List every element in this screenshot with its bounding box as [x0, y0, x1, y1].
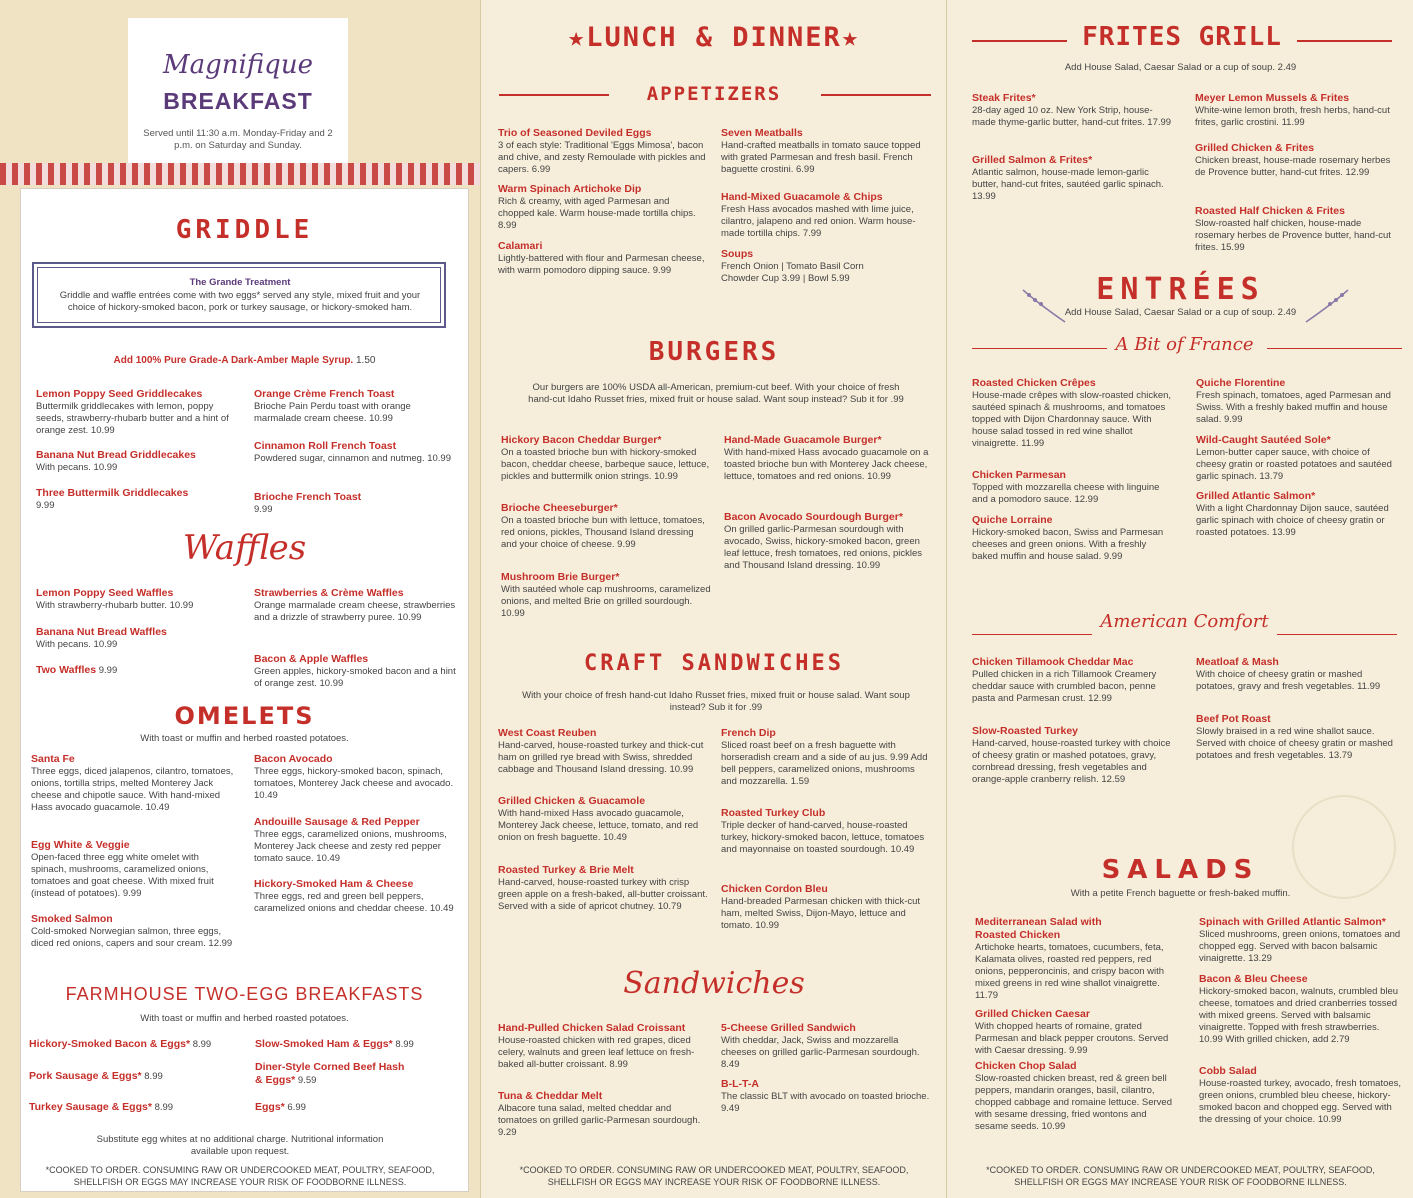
menu-item: Two Waffles 9.99 [36, 664, 118, 676]
menu-item: Grilled Salmon & Frites* Atlantic salmon, house-made lemon-garlic butter, hand-cut frites, sautéed garlic spinach. 13.99 [972, 154, 1164, 202]
divider [499, 94, 609, 96]
menu-item: Chicken Tillamook Cheddar Mac Pulled chicken in a rich Tillamook Creamery cheddar sauce with crumbled bacon, penne pasta and Parmesan crust. 12.99 [972, 656, 1157, 704]
menu-item: Spinach with Grilled Atlantic Salmon* Sliced mushrooms, green onions, tomatoes and chopped egg. Served with bacon balsamic vinaigrette. 13.29 [1199, 916, 1401, 964]
menu-item: Chicken Chop Salad Slow-roasted chicken breast, red & green bell peppers, mandarin oranges, basil, cilantro, chopped cabbage and romaine lettuce. Served with sesame dressing, fried wontons and sesame seeds. 10.99 [975, 1060, 1172, 1132]
menu-item: Orange Crème French Toast Brioche Pain Perdu toast with orange marmalade cream cheese. 10.99 [254, 388, 411, 424]
menu-item: Seven Meatballs Hand-crafted meatballs in tomato sauce topped with grated Parmesan and fresh basil. French baguette crostini. 6.99 [721, 127, 921, 175]
menu-item: Mushroom Brie Burger* With sautéed whole cap mushrooms, caramelized onions, and melted Brie on grilled sourdough. 10.99 [501, 571, 711, 619]
menu-item: Calamari Lightly-battered with flour and Parmesan cheese, with warm pomodoro dipping sauce. 9.99 [498, 240, 705, 276]
divider [1267, 348, 1402, 349]
menu-item: Grilled Chicken Caesar With chopped hearts of romaine, grated Parmesan and black pepper croutons. Served with Caesar dressing. 9.99 [975, 1008, 1169, 1056]
menu-item: Grilled Atlantic Salmon* With a light Chardonnay Dijon sauce, sautéed garlic spinach with choice of cheesy gratin or roasted potatoes. 13.99 [1196, 490, 1389, 538]
menu-item: West Coast Reuben Hand-carved, house-roasted turkey and thick-cut ham on grilled rye bread with Swiss, shredded cabbage and Thousand Island dressing. 10.99 [498, 727, 704, 775]
entrees-title: ENTRÉES [1096, 272, 1265, 307]
menu-item: 5-Cheese Grilled Sandwich With cheddar, Jack, Swiss and mozzarella cheeses on grilled garlic-Parmesan sourdough. 8.49 [721, 1022, 920, 1070]
breakfast-served-hours: Served until 11:30 a.m. Monday-Friday and 2 p.m. on Saturday and Sunday. [143, 128, 333, 151]
burgers-note: Our burgers are 100% USDA all-American, premium-cut beef. With your choice of fresh hand-cut Idaho Russet fries, mixed fruit or house salad. Want soup instead? Sub it for .99 [528, 382, 904, 405]
maple-syrup-price: 1.50 [356, 355, 376, 366]
menu-item: Hickory-Smoked Bacon & Eggs* 8.99 [29, 1038, 212, 1050]
menu-item: Eggs* 6.99 [255, 1101, 306, 1113]
appetizers-title: APPETIZERS [646, 83, 782, 105]
menu-item: Cobb Salad House-roasted turkey, avocado, fresh tomatoes, green onions, crumbled bleu cheese, hickory-smoked bacon and chopped egg. Served with the dressing of your choice. 10.99 [1199, 1065, 1402, 1125]
a-bit-of-france-title: A Bit of France [1115, 334, 1254, 355]
frites-grill-title: FRITES GRILL [1082, 22, 1282, 52]
salads-title: SALADS [1101, 855, 1260, 885]
menu-item: Grilled Chicken & Guacamole With hand-mixed Hass avocado guacamole, Monterey Jack cheese, lettuce, tomato, and red onion on fresh baguette. 10.49 [498, 795, 699, 843]
frites-note: Add House Salad, Caesar Salad or a cup of soup. 2.49 [1064, 62, 1297, 73]
grande-treatment-title: The Grande Treatment [189, 277, 291, 288]
salads-note: With a petite French baguette or fresh-baked muffin. [1070, 888, 1291, 899]
menu-item: Meatloaf & Mash With choice of cheesy gratin or mashed potatoes, gravy and fresh vegetables. 11.99 [1196, 656, 1381, 692]
breakfast-script-title: Magnifique [163, 50, 313, 80]
menu-item: Soups French Onion | Tomato Basil Corn Chowder Cup 3.99 | Bowl 5.99 [721, 248, 864, 284]
menu-item: Slow-Roasted Turkey Hand-carved, house-roasted turkey with choice of cheesy gratin or mashed potatoes, gravy, cornbread dressing, fresh vegetables and orange-apple cranberry relish. 12.59 [972, 725, 1171, 785]
menu-item: Roasted Turkey Club Triple decker of hand-carved, house-roasted turkey, hickory-smoked bacon, lettuce, tomatoes and mayonnaise on toasted sourdough. 10.49 [721, 807, 925, 855]
american-comfort-title: American Comfort [1100, 611, 1269, 632]
menu-item: Tuna & Cheddar Melt Albacore tuna salad, melted cheddar and tomatoes on grilled garlic-Parmesan sourdough. 9.29 [498, 1090, 701, 1138]
divider [1297, 40, 1392, 42]
divider [972, 348, 1107, 349]
menu-item: Bacon & Bleu Cheese Hickory-smoked bacon, walnuts, crumbled bleu cheese, tomatoes and dried cranberries tossed with mixed greens. Served with balsamic vinaigrette. Topped with fresh strawberries. 10.99 With grilled chicken, add 2.79 [1199, 973, 1399, 1045]
menu-item: Pork Sausage & Eggs* 8.99 [29, 1070, 163, 1082]
menu-item: Chicken Cordon Bleu Hand-breaded Parmesan chicken with thick-cut ham, melted Swiss, Dijon-Mayo, lettuce and tomato. 10.99 [721, 883, 921, 931]
menu-item: B-L-T-A The classic BLT with avocado on toasted brioche. 9.49 [721, 1078, 930, 1114]
craft-sandwiches-title: CRAFT SANDWICHES [584, 651, 844, 676]
menu-item: Mediterranean Salad with Roasted Chicken Artichoke hearts, tomatoes, cucumbers, feta, Kalamata olives, roasted red peppers, red onions, pepperoncinis, and crispy bacon with mixed greens in red wine shallot vinaigrette. 11.79 [975, 916, 1165, 1001]
frites-entrees-panel [946, 0, 1413, 1198]
menu-item: Hickory Bacon Cheddar Burger* On a toasted brioche bun with hickory-smoked bacon, cheddar cheese, barbeque sauce, lettuce, pickles and buttermilk onion strings. 10.99 [501, 434, 710, 482]
lunch-dinner-title: ★LUNCH & DINNER★ [567, 22, 861, 53]
menu-item: Beef Pot Roast Slowly braised in a red wine shallot sauce. Served with choice of cheesy gratin or mashed potatoes and fresh vegetables. 13.79 [1196, 713, 1393, 761]
menu-item: Grilled Chicken & Frites Chicken breast, house-made rosemary herbes de Provence butter, hand-cut frites. 12.99 [1195, 142, 1391, 178]
menu-item: Egg White & Veggie Open-faced three egg white omelet with spinach, mushrooms, caramelized onions, tomatoes and goat cheese. With mixed fruit (instead of potatoes). 9.99 [31, 839, 214, 899]
sandwiches-title: Sandwiches [623, 966, 805, 1001]
menu-item: Three Buttermilk Griddlecakes 9.99 [36, 487, 189, 511]
griddle-title: GRIDDLE [175, 215, 314, 245]
entrees-note: Add House Salad, Caesar Salad or a cup of soup. 2.49 [1064, 307, 1297, 318]
menu-item: Slow-Smoked Ham & Eggs* 8.99 [255, 1038, 414, 1050]
menu-item: Diner-Style Corned Beef Hash & Eggs* 9.59 [255, 1061, 405, 1086]
omelets-note: With toast or muffin and herbed roasted potatoes. [140, 733, 349, 744]
farmhouse-title: FARMHOUSE TWO-EGG BREAKFASTS [65, 984, 424, 1004]
menu-item: Bacon & Apple Waffles Green apples, hickory-smoked bacon and a hint of orange zest. 10.99 [254, 653, 456, 689]
menu-item: Wild-Caught Sautéed Sole* Lemon-butter caper sauce, with choice of cheesy gratin or roasted potatoes and sautéed garlic spinach. 13.79 [1196, 434, 1392, 482]
grande-treatment-text: Griddle and waffle entrées come with two eggs* served any style, mixed fruit and your choice of hickory-smoked bacon, pork or turkey sausage, or hickory-smoked ham. [59, 290, 421, 313]
menu-item: Roasted Turkey & Brie Melt Hand-carved, house-roasted turkey with crisp green apple on a fresh-baked, all-butter croissant. Served with a side of apricot chutney. 10.79 [498, 864, 708, 912]
menu-item: Quiche Florentine Fresh spinach, tomatoes, aged Parmesan and Swiss. With a freshly baked muffin and house salad. 9.99 [1196, 377, 1391, 425]
maple-syrup-addon [20, 355, 469, 366]
menu-item: Santa Fe Three eggs, diced jalapenos, cilantro, tomatoes, onions, tortilla strips, melted Monterey Jack cheese and chipotle sauce. With hand-mixed Hass avocado guacamole. 10.49 [31, 753, 234, 813]
divider [821, 94, 931, 96]
burgers-title: BURGERS [648, 337, 780, 367]
menu-item: Cinnamon Roll French Toast Powdered sugar, cinnamon and nutmeg. 10.99 [254, 440, 451, 464]
menu-item: Warm Spinach Artichoke Dip Rich & creamy, with aged Parmesan and chopped kale. Warm house-made tortilla chips. 8.99 [498, 183, 696, 231]
menu-item: Brioche Cheeseburger* On a toasted brioche bun with lettuce, tomatoes, red onions, pickles, Thousand Island dressing and your choice of cheese. 9.99 [501, 502, 705, 550]
menu-item: Bacon Avocado Three eggs, hickory-smoked bacon, spinach, tomatoes, Monterey Jack cheese and avocado. 10.49 [254, 753, 454, 801]
menu-item: Meyer Lemon Mussels & Frites White-wine lemon broth, fresh herbs, hand-cut frites, garlic crostini. 11.99 [1195, 92, 1390, 128]
divider [972, 40, 1067, 42]
menu-item: Strawberries & Crème Waffles Orange marmalade cream cheese, strawberries and a drizzle of strawberry puree. 10.99 [254, 587, 456, 623]
menu-item: Andouille Sausage & Red Pepper Three eggs, caramelized onions, mushrooms, Monterey Jack cheese and zesty red pepper tomato sauce. 10.49 [254, 816, 447, 864]
substitute-note: Substitute egg whites at no additional charge. Nutritional information available upon request. [96, 1134, 384, 1157]
menu-item: Steak Frites* 28-day aged 10 oz. New York Strip, house-made thyme-garlic butter, hand-cut frites. 17.99 [972, 92, 1172, 128]
menu-item: Quiche Lorraine Hickory-smoked bacon, Swiss and Parmesan cheeses and green onions. With a freshly baked muffin and house salad. 9.99 [972, 514, 1164, 562]
foodborne-warning: *COOKED TO ORDER. CONSUMING RAW OR UNDERCOOKED MEAT, POULTRY, SEAFOOD, SHELLFISH OR EGGS MAY INCREASE YOUR RISK OF FOODBORNE ILLNESS. [986, 1165, 1375, 1187]
menu-item: Lemon Poppy Seed Griddlecakes Buttermilk griddlecakes with lemon, poppy seeds, strawberry-rhubarb butter and a hint of orange zest. 10.99 [36, 388, 229, 436]
waffles-title: Waffles [182, 528, 307, 568]
menu-item: Trio of Seasoned Deviled Eggs 3 of each style: Traditional 'Eggs Mimosa', bacon and chive, and zesty Remoulade with pickles and capers. 6.99 [498, 127, 706, 175]
breakfast-header [128, 18, 348, 163]
menu-item: Hickory-Smoked Ham & Cheese Three eggs, red and green bell peppers, caramelized onions and cheddar cheese. 10.49 [254, 878, 454, 914]
menu-item: Roasted Chicken Crêpes House-made crêpes with slow-roasted chicken, sautéed spinach & mushrooms, and tomatoes topped with Dijon Chardonnay sauce. With house salad tossed in red wine shallot vinaigrette. 11.99 [972, 377, 1172, 449]
gingham-border [0, 163, 480, 185]
breakfast-panel [0, 0, 480, 1198]
menu-item: Hand-Made Guacamole Burger* With hand-mixed Hass avocado guacamole on a toasted brioche bun with Monterey Jack cheese, lettuce, tomatoes and red onions. 10.99 [724, 434, 929, 482]
menu-item: Lemon Poppy Seed Waffles With strawberry-rhubarb butter. 10.99 [36, 587, 194, 611]
menu-item: Hand-Mixed Guacamole & Chips Fresh Hass avocados mashed with lime juice, cilantro, jalapeno and red onion. Warm house-made tortilla chips. 7.99 [721, 191, 916, 239]
menu-item: Bacon Avocado Sourdough Burger* On grilled garlic-Parmesan sourdough with avocado, Swiss, hickory-smoked bacon, green leaf lettuce, fresh tomatoes, red onions, pickles and Thousand Island dressing. 10.99 [724, 511, 923, 571]
lunch-dinner-panel [480, 0, 946, 1198]
breakfast-title: BREAKFAST [163, 88, 313, 114]
farmhouse-note: With toast or muffin and herbed roasted potatoes. [140, 1013, 349, 1024]
menu-item: Banana Nut Bread Waffles With pecans. 10.99 [36, 626, 167, 650]
menu-item: Hand-Pulled Chicken Salad Croissant House-roasted chicken with red grapes, diced celery, walnuts and green leaf lettuce on fresh-baked all-butter croissant. 8.99 [498, 1022, 695, 1070]
menu-item: French Dip Sliced roast beef on a fresh baguette with horseradish cream and a side of au jus. 9.99 Add bell peppers, caramelized onions, mushrooms and mozzarella. 1.59 [721, 727, 928, 787]
menu-item: Brioche French Toast 9.99 [254, 491, 362, 515]
menu-item: Banana Nut Bread Griddlecakes With pecans. 10.99 [36, 449, 196, 473]
maple-syrup-label: Add 100% Pure Grade-A Dark-Amber Maple Syrup. [113, 355, 354, 366]
menu-item: Chicken Parmesan Topped with mozzarella cheese with linguine and a pomodoro sauce. 12.99 [972, 469, 1160, 505]
menu-item: Roasted Half Chicken & Frites Slow-roasted half chicken, house-made rosemary herbes de Provence butter, hand-cut frites. 15.99 [1195, 205, 1391, 253]
foodborne-warning: *COOKED TO ORDER. CONSUMING RAW OR UNDERCOOKED MEAT, POULTRY, SEAFOOD, SHELLFISH OR EGGS MAY INCREASE YOUR RISK OF FOODBORNE ILLNESS. [45, 1165, 435, 1187]
menu-item: Smoked Salmon Cold-smoked Norwegian salmon, three eggs, diced red onions, capers and sour cream. 12.99 [31, 913, 233, 949]
divider [1277, 634, 1397, 635]
divider [972, 634, 1092, 635]
menu-item: Turkey Sausage & Eggs* 8.99 [29, 1101, 174, 1113]
craft-sandwiches-note: With your choice of fresh hand-cut Idaho Russet fries, mixed fruit or house salad. Want soup instead? Sub it for .99 [522, 690, 910, 713]
foodborne-warning: *COOKED TO ORDER. CONSUMING RAW OR UNDERCOOKED MEAT, POULTRY, SEAFOOD, SHELLFISH OR EGGS MAY INCREASE YOUR RISK OF FOODBORNE ILLNESS. [519, 1165, 909, 1187]
omelets-title: OMELETS [174, 702, 315, 730]
